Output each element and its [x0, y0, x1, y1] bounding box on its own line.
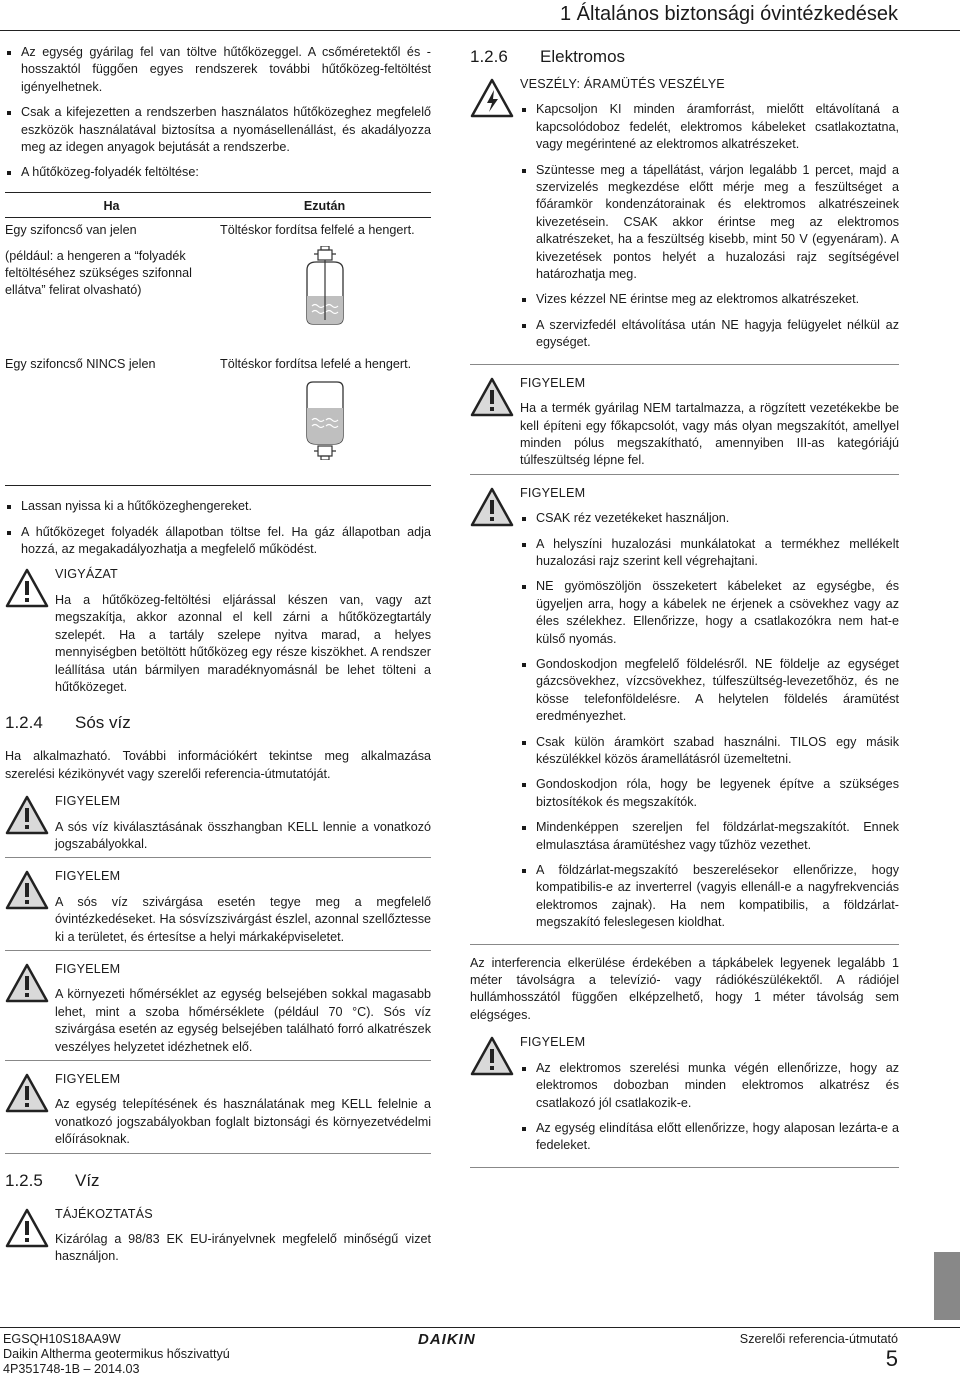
right-column [470, 44, 899, 1178]
electric-shock-icon [470, 78, 514, 118]
danger-bullet-list [520, 101, 899, 351]
table-row [5, 352, 431, 485]
list-item: A szervizfedél eltávolítása után NE hagyja felügyelet nélkül az egységet. [520, 317, 899, 352]
cylinder-inverted-icon [302, 380, 348, 460]
info-triangle-icon [5, 1208, 49, 1248]
warning-text: Ha a termék gyárilag NEM tartalmazza, a rögzített vezetékekbe be kell építeni egy főkapcsolót, vagy más olyan megszakítót, amellyel minden pólus megszakítható, amennyiben III-as kategóriájú túlfeszültség lépne fel. [520, 401, 899, 468]
footer-product: Daikin Altherma geotermikus hőszivattyú [3, 1347, 230, 1361]
warning-title: FIGYELEM [55, 794, 121, 809]
section-heading-126 [470, 46, 899, 68]
section-number: 1.2.4 [5, 713, 43, 733]
warning-text: A környezeti hőmérséklet az egység belsejében sokkal magasabb lehet, mint a szoba hőmérséklete (például 70 °C). Sós víz szivárgása esetén az egység belsejében található forró alkatrészek veszélyes helyzetet idézhetnek elő. [55, 987, 431, 1054]
table-cell: (például: a hengeren a “folyadék feltöltéséhez szükséges szifonnal ellátva” felirat olvasható) [5, 248, 192, 298]
warning-triangle-icon [5, 870, 49, 910]
warning-notice [5, 1071, 431, 1154]
list-item: Lassan nyissa ki a hűtőközeghengereket. [5, 498, 431, 515]
caution-triangle-icon [5, 568, 49, 608]
list-item: Szüntesse meg a tápellátást, várjon legalább 1 percet, majd a szervizelés megkezdése előtt mérje meg a feszültséget a főáramkör kondenzátorainak és elektromos alkatrészeinek kivezetésein. CSAK akkor érintse meg az elektromos alkatrészeket, ha a feszültség kisebb, mint 50 V (egyenáram). A kivezetések pontos helyét a huzalozási rajz segítségével határozhatja meg. [520, 162, 899, 284]
table-row [5, 218, 431, 352]
list-item: NE gyömöszöljön összeketert kábeleket az egységbe, és ügyeljen arra, hogy a kábelek ne érjenek a csövekhez vagy az éles szélekhez. Ellenőrizze, hogy a csatlakozókra nem hat-e külső nyomás. [520, 578, 899, 648]
page-number: 5 [885, 1346, 898, 1371]
warning-title: FIGYELEM [55, 869, 121, 884]
warning-notice [5, 793, 431, 858]
caution-title: VIGYÁZAT [55, 567, 118, 582]
danger-title: VESZÉLY: ÁRAMÜTÉS VESZÉLYE [520, 77, 725, 91]
warning-text: A sós víz szivárgása esetén tegye meg a megfelelő óvintézkedéseket. Ha sósvízszivárgást észlel, azonnal szellőztesse ki a területet, és értesítse a helyi márkaképviseletet. [55, 894, 431, 944]
warning-notice [470, 1034, 899, 1167]
warning-notice [470, 375, 899, 475]
list-item: Az egység elindítása előtt ellenőrizze, hogy alaposan lezárta-e a fedeleket. [520, 1120, 899, 1155]
list-item: Csak külön áramkört szabad használni. TILOS egy másik készülékkel közös áramellátásról üzemeltetni. [520, 734, 899, 769]
table-cell: Egy szifoncső van jelen [5, 223, 137, 238]
list-item: Gondoskodjon róla, hogy be legyenek építve a szükséges biztosítékok és megszakítók. [520, 776, 899, 811]
list-item: CSAK réz vezetékeket használjon. [520, 510, 899, 527]
warning-triangle-icon [5, 795, 49, 835]
list-item: A hűtőközeg-folyadék feltöltése: [5, 164, 431, 181]
warning-title: FIGYELEM [520, 375, 586, 390]
intro-bullet-list [5, 44, 431, 182]
page-side-tab [934, 1252, 960, 1320]
warning-text: A sós víz kiválasztásának összhangban KELL lennie a vonatkozó jogszabályokkal. [55, 819, 431, 851]
list-item: Kapcsoljon KI minden áramforrást, mielőtt eltávolítaná a kapcsolódoboz fedelét, elektromos kábeleket csatlakoztatna, vagy megérintené az elektromos alkatrészeket. [520, 101, 899, 153]
table-header [5, 193, 431, 218]
list-item: Vizes kézzel NE érintse meg az elektromos alkatrészeket. [520, 291, 899, 308]
final-check-bullet-list [520, 1060, 899, 1155]
daikin-logo: DAIKIN [418, 1331, 476, 1348]
section-heading-124 [5, 712, 431, 734]
section-title: Elektromos [540, 47, 626, 66]
table-cell: Töltéskor fordítsa lefelé a hengert. [220, 357, 412, 372]
info-title: TÁJÉKOZTATÁS [55, 1206, 153, 1221]
list-item: A földzárlat-megszakító beszerelésekor ellenőrizze, hogy kompatibilis-e az inverterrel (vagyis ellenáll-e a nagyfrekvenciás elektromos zajnak). Ha nem kompatibilis, a földzárlat-megszakító feleslegesen kioldhat. [520, 862, 899, 932]
warning-title: FIGYELEM [520, 485, 586, 500]
warning-triangle-icon [470, 487, 514, 527]
warning-title: FIGYELEM [520, 1035, 586, 1050]
table-cell: Egy szifoncső NINCS jelen [5, 357, 156, 372]
caution-text: Ha a hűtőközeg-feltöltési eljárással készen van, vagy azt megszakítja, akkor azonnal el kell zárni a hűtőközegtartály szelepét. Ha a tartály szelepe nyitva marad, a helyes mennyiségben betöltött hűtőközeg egy része kiszökhet. A rendszer leállítása után bármilyen maradéknyomásnál be lehet tölteni a hűtőközeget. [55, 592, 431, 694]
wiring-bullet-list [520, 510, 899, 932]
danger-notice [470, 76, 899, 365]
warning-title: FIGYELEM [55, 1072, 121, 1086]
list-item: A hűtőközeget folyadék állapotban töltse fel. Ha gáz állapotban adja hozzá, az megakadályozhatja a megfelelő működést. [5, 524, 431, 559]
warning-triangle-icon [470, 1036, 514, 1076]
footer-model: EGSQH10S18AA9W [3, 1332, 121, 1346]
interference-paragraph: Az interferencia elkerülése érdekében a tápkábelek legyenek legalább 1 méter távolságra a televízió- vagy rádiókészülékektől. A rádiójel hullámhosszától függően elképzelhető, hogy 1 méter távolság sem elégséges. [470, 955, 899, 1022]
page-header-title: 1 Általános biztonsági óvintézkedések [560, 3, 898, 25]
warning-triangle-icon [5, 963, 49, 1003]
warning-triangle-icon [5, 1073, 49, 1113]
list-item: Csak a kifejezetten a rendszerben használatos hűtőközeghez megfelelő eszközök használatával biztosítsa a nyomásellenállást, és akadályozza meg az idegen anyagok bejutását a rendszerbe. [5, 104, 431, 156]
warning-notice [5, 961, 431, 1061]
section-number: 1.2.5 [5, 1170, 43, 1190]
section-number: 1.2.6 [470, 47, 508, 66]
footer-product-info [3, 1332, 230, 1374]
section-title: Sós víz [75, 713, 131, 733]
footer-guide-title: Szerelői referencia-útmutató [739, 1332, 898, 1346]
list-item: Az egység gyárilag fel van töltve hűtőközeggel. A csőméretektől és -hosszaktól függően egyes rendszerek további hűtőközeg-feltöltést igényelhetnek. [5, 44, 431, 96]
warning-title: FIGYELEM [55, 961, 121, 976]
list-item: A helyszíni huzalozási munkálatokat a termékhez mellékelt huzalozási rajz szerint kell végrehajtani. [520, 536, 899, 571]
info-notice [5, 1206, 431, 1266]
section-title: Víz [75, 1170, 100, 1190]
charging-steps-list [5, 498, 431, 558]
section-heading-125 [5, 1170, 431, 1192]
refrigerant-charging-table [5, 192, 431, 486]
list-item: Az elektromos szerelési munka végén ellenőrizze, hogy az elektromos dobozban minden elektromos alkatrész és csatlakozó jól csatlakozik-e. [520, 1060, 899, 1112]
footer-doc-code: 4P351748-1B – 2014.03 [3, 1362, 140, 1374]
table-header-if: Ha [103, 198, 120, 213]
cylinder-upright-icon [302, 246, 348, 326]
header-divider [0, 30, 960, 31]
left-column [5, 44, 431, 1276]
warning-text: Az egység telepítésének és használatának meg KELL felelnie a vonatkozó jogszabályokban foglalt biztonsági és környezetvédelmi előírásoknak. [55, 1097, 431, 1147]
footer-divider [0, 1327, 960, 1328]
section-text: Ha alkalmazható. További információkért tekintse meg alkalmazása szerelési kézikönyvét vagy szerelői referencia-útmutatóját. [5, 749, 431, 781]
warning-notice [470, 485, 899, 945]
caution-notice [5, 566, 431, 696]
list-item: Mindenképpen szereljen fel földzárlat-megszakítót. Ennek elmulasztása áramütéshez vagy tűzhöz vezethet. [520, 819, 899, 854]
table-header-then: Ezután [303, 198, 346, 213]
table-cell: Töltéskor fordítsa felfelé a hengert. [220, 223, 415, 238]
warning-triangle-icon [470, 377, 514, 417]
list-item: Gondoskodjon megfelelő földelésről. NE földelje az egységet gázcsövekhez, vízcsövekhez, túlfeszültség-levezetőhöz, és ne kösse telefonföldelésre. A helytelen földelés áramütést eredményezhet. [520, 656, 899, 726]
info-text: Kizárólag a 98/83 EK EU-irányelvnek megfelelő minőségű vizet használjon. [55, 1232, 431, 1264]
warning-notice [5, 868, 431, 951]
